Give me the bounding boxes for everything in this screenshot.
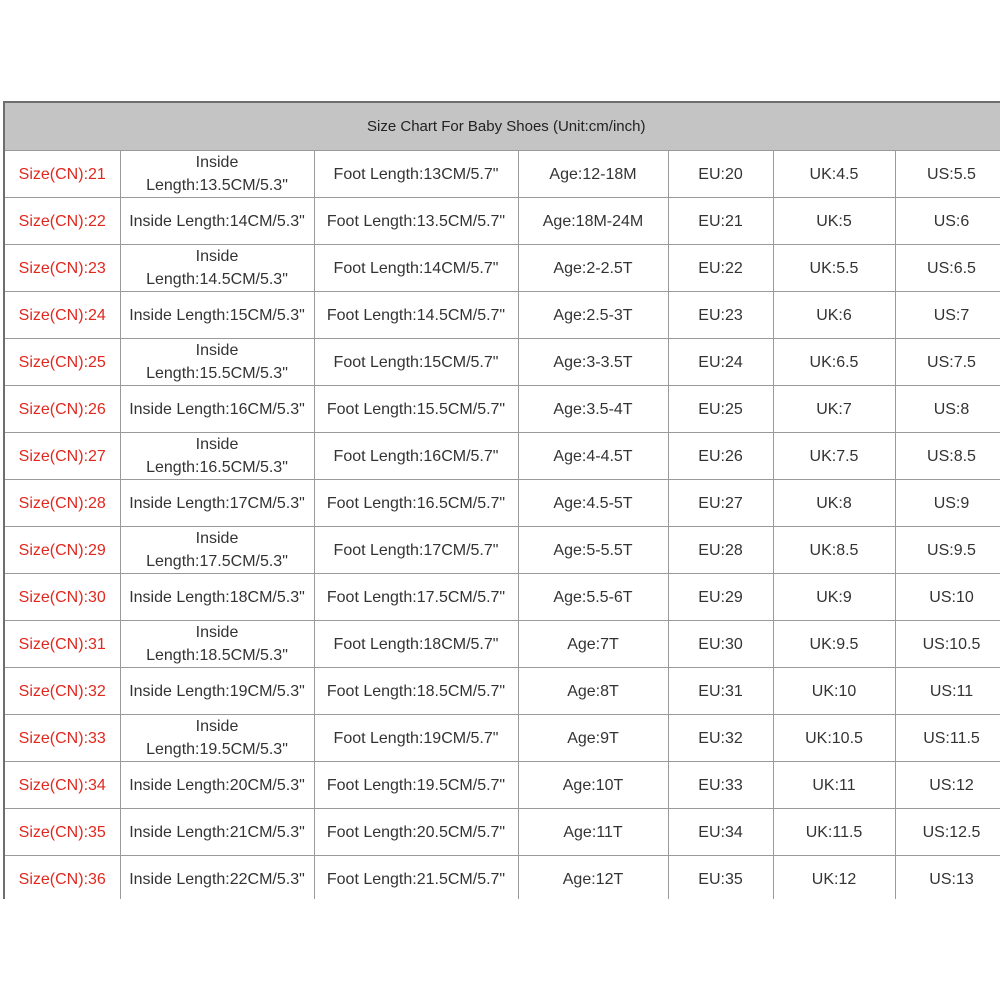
uk-size-cell: UK:5 <box>773 198 895 245</box>
age-cell: Age:10T <box>518 762 668 809</box>
inside-length-cell <box>120 668 314 715</box>
inside-length-text: Inside Length:18CM/5.3" <box>129 588 305 606</box>
us-size-cell: US:6 <box>895 198 1000 245</box>
us-size-cell: US:11 <box>895 668 1000 715</box>
table-row <box>4 480 1000 527</box>
age-cell: Age:5.5-6T <box>518 574 668 621</box>
uk-size-cell: UK:4.5 <box>773 151 895 198</box>
uk-size-cell: UK:6.5 <box>773 339 895 386</box>
foot-length-cell: Foot Length:18.5CM/5.7" <box>314 668 518 715</box>
table-row <box>4 292 1000 339</box>
uk-size-cell: UK:7.5 <box>773 433 895 480</box>
inside-length-cell <box>120 198 314 245</box>
inside-length-text: Inside Length:16CM/5.3" <box>129 400 305 418</box>
eu-size-cell: EU:33 <box>668 762 773 809</box>
size-cn-cell: Size(CN):33 <box>4 715 120 762</box>
age-cell: Age:5-5.5T <box>518 527 668 574</box>
table-row <box>4 668 1000 715</box>
uk-size-cell: UK:10 <box>773 668 895 715</box>
us-size-cell: US:7 <box>895 292 1000 339</box>
size-cn-cell: Size(CN):30 <box>4 574 120 621</box>
eu-size-cell: EU:26 <box>668 433 773 480</box>
table-row <box>4 809 1000 856</box>
uk-size-cell: UK:8 <box>773 480 895 527</box>
size-cn-cell: Size(CN):27 <box>4 433 120 480</box>
size-cn-cell: Size(CN):26 <box>4 386 120 433</box>
us-size-cell: US:6.5 <box>895 245 1000 292</box>
size-cn-cell: Size(CN):25 <box>4 339 120 386</box>
inside-length-cell <box>120 574 314 621</box>
age-cell: Age:2-2.5T <box>518 245 668 292</box>
foot-length-cell: Foot Length:15.5CM/5.7" <box>314 386 518 433</box>
table-row <box>4 621 1000 668</box>
age-cell: Age:3-3.5T <box>518 339 668 386</box>
age-cell: Age:12-18M <box>518 151 668 198</box>
table-row <box>4 339 1000 386</box>
table-row <box>4 715 1000 762</box>
eu-size-cell: EU:24 <box>668 339 773 386</box>
inside-length-cell <box>120 245 314 292</box>
inside-length-cell <box>120 527 314 574</box>
table-row <box>4 527 1000 574</box>
us-size-cell: US:8 <box>895 386 1000 433</box>
age-cell: Age:4.5-5T <box>518 480 668 527</box>
eu-size-cell: EU:29 <box>668 574 773 621</box>
size-cn-cell: Size(CN):35 <box>4 809 120 856</box>
foot-length-cell: Foot Length:16.5CM/5.7" <box>314 480 518 527</box>
eu-size-cell: EU:25 <box>668 386 773 433</box>
size-cn-cell: Size(CN):32 <box>4 668 120 715</box>
us-size-cell: US:11.5 <box>895 715 1000 762</box>
eu-size-cell: EU:23 <box>668 292 773 339</box>
foot-length-cell: Foot Length:14.5CM/5.7" <box>314 292 518 339</box>
age-cell: Age:3.5-4T <box>518 386 668 433</box>
inside-length-cell <box>120 715 314 762</box>
table-row <box>4 386 1000 433</box>
size-cn-cell: Size(CN):29 <box>4 527 120 574</box>
us-size-cell: US:9 <box>895 480 1000 527</box>
uk-size-cell: UK:12 <box>773 856 895 900</box>
table-row <box>4 762 1000 809</box>
inside-length-text: Inside Length:21CM/5.3" <box>129 823 305 841</box>
inside-length-cell <box>120 339 314 386</box>
foot-length-cell: Foot Length:19.5CM/5.7" <box>314 762 518 809</box>
inside-length-cell <box>120 433 314 480</box>
inside-length-text: Inside Length:19CM/5.3" <box>129 682 305 700</box>
size-chart-title: Size Chart For Baby Shoes (Unit:cm/inch) <box>4 102 1000 151</box>
uk-size-cell: UK:11.5 <box>773 809 895 856</box>
eu-size-cell: EU:20 <box>668 151 773 198</box>
us-size-cell: US:12 <box>895 762 1000 809</box>
size-cn-cell: Size(CN):24 <box>4 292 120 339</box>
inside-length-cell <box>120 621 314 668</box>
inside-length-text: Inside Length:15.5CM/5.3" <box>146 342 288 382</box>
inside-length-text: Inside Length:14CM/5.3" <box>129 212 305 230</box>
eu-size-cell: EU:35 <box>668 856 773 900</box>
size-cn-cell: Size(CN):34 <box>4 762 120 809</box>
foot-length-cell: Foot Length:17CM/5.7" <box>314 527 518 574</box>
age-cell: Age:18M-24M <box>518 198 668 245</box>
inside-length-text: Inside Length:13.5CM/5.3" <box>146 154 288 194</box>
table-row <box>4 198 1000 245</box>
eu-size-cell: EU:31 <box>668 668 773 715</box>
uk-size-cell: UK:6 <box>773 292 895 339</box>
eu-size-cell: EU:22 <box>668 245 773 292</box>
foot-length-cell: Foot Length:16CM/5.7" <box>314 433 518 480</box>
eu-size-cell: EU:21 <box>668 198 773 245</box>
foot-length-cell: Foot Length:18CM/5.7" <box>314 621 518 668</box>
eu-size-cell: EU:28 <box>668 527 773 574</box>
age-cell: Age:7T <box>518 621 668 668</box>
us-size-cell: US:10 <box>895 574 1000 621</box>
foot-length-cell: Foot Length:14CM/5.7" <box>314 245 518 292</box>
inside-length-cell <box>120 762 314 809</box>
inside-length-cell <box>120 856 314 900</box>
age-cell: Age:8T <box>518 668 668 715</box>
foot-length-cell: Foot Length:20.5CM/5.7" <box>314 809 518 856</box>
inside-length-text: Inside Length:18.5CM/5.3" <box>146 624 288 664</box>
age-cell: Age:11T <box>518 809 668 856</box>
foot-length-cell: Foot Length:15CM/5.7" <box>314 339 518 386</box>
age-cell: Age:12T <box>518 856 668 900</box>
inside-length-cell <box>120 809 314 856</box>
size-cn-cell: Size(CN):21 <box>4 151 120 198</box>
us-size-cell: US:10.5 <box>895 621 1000 668</box>
us-size-cell: US:12.5 <box>895 809 1000 856</box>
eu-size-cell: EU:27 <box>668 480 773 527</box>
age-cell: Age:4-4.5T <box>518 433 668 480</box>
us-size-cell: US:8.5 <box>895 433 1000 480</box>
uk-size-cell: UK:8.5 <box>773 527 895 574</box>
inside-length-cell <box>120 480 314 527</box>
foot-length-cell: Foot Length:21.5CM/5.7" <box>314 856 518 900</box>
eu-size-cell: EU:30 <box>668 621 773 668</box>
inside-length-text: Inside Length:22CM/5.3" <box>129 870 305 888</box>
us-size-cell: US:5.5 <box>895 151 1000 198</box>
size-cn-cell: Size(CN):22 <box>4 198 120 245</box>
foot-length-cell: Foot Length:13.5CM/5.7" <box>314 198 518 245</box>
us-size-cell: US:7.5 <box>895 339 1000 386</box>
foot-length-cell: Foot Length:13CM/5.7" <box>314 151 518 198</box>
inside-length-text: Inside Length:17.5CM/5.3" <box>146 530 288 570</box>
uk-size-cell: UK:11 <box>773 762 895 809</box>
inside-length-text: Inside Length:16.5CM/5.3" <box>146 436 288 476</box>
inside-length-text: Inside Length:14.5CM/5.3" <box>146 248 288 288</box>
table-row <box>4 245 1000 292</box>
size-cn-cell: Size(CN):28 <box>4 480 120 527</box>
inside-length-cell <box>120 386 314 433</box>
uk-size-cell: UK:5.5 <box>773 245 895 292</box>
size-chart <box>3 101 1000 899</box>
us-size-cell: US:9.5 <box>895 527 1000 574</box>
size-cn-cell: Size(CN):23 <box>4 245 120 292</box>
uk-size-cell: UK:7 <box>773 386 895 433</box>
size-chart-body <box>4 151 1000 900</box>
foot-length-cell: Foot Length:17.5CM/5.7" <box>314 574 518 621</box>
eu-size-cell: EU:34 <box>668 809 773 856</box>
size-chart-table <box>3 101 1000 899</box>
age-cell: Age:9T <box>518 715 668 762</box>
inside-length-text: Inside Length:19.5CM/5.3" <box>146 718 288 758</box>
table-row <box>4 856 1000 900</box>
us-size-cell: US:13 <box>895 856 1000 900</box>
size-cn-cell: Size(CN):36 <box>4 856 120 900</box>
table-row <box>4 151 1000 198</box>
eu-size-cell: EU:32 <box>668 715 773 762</box>
inside-length-cell <box>120 151 314 198</box>
uk-size-cell: UK:9 <box>773 574 895 621</box>
inside-length-text: Inside Length:20CM/5.3" <box>129 776 305 794</box>
table-row <box>4 433 1000 480</box>
age-cell: Age:2.5-3T <box>518 292 668 339</box>
foot-length-cell: Foot Length:19CM/5.7" <box>314 715 518 762</box>
uk-size-cell: UK:9.5 <box>773 621 895 668</box>
inside-length-text: Inside Length:15CM/5.3" <box>129 306 305 324</box>
table-row <box>4 574 1000 621</box>
inside-length-cell <box>120 292 314 339</box>
size-cn-cell: Size(CN):31 <box>4 621 120 668</box>
inside-length-text: Inside Length:17CM/5.3" <box>129 494 305 512</box>
uk-size-cell: UK:10.5 <box>773 715 895 762</box>
